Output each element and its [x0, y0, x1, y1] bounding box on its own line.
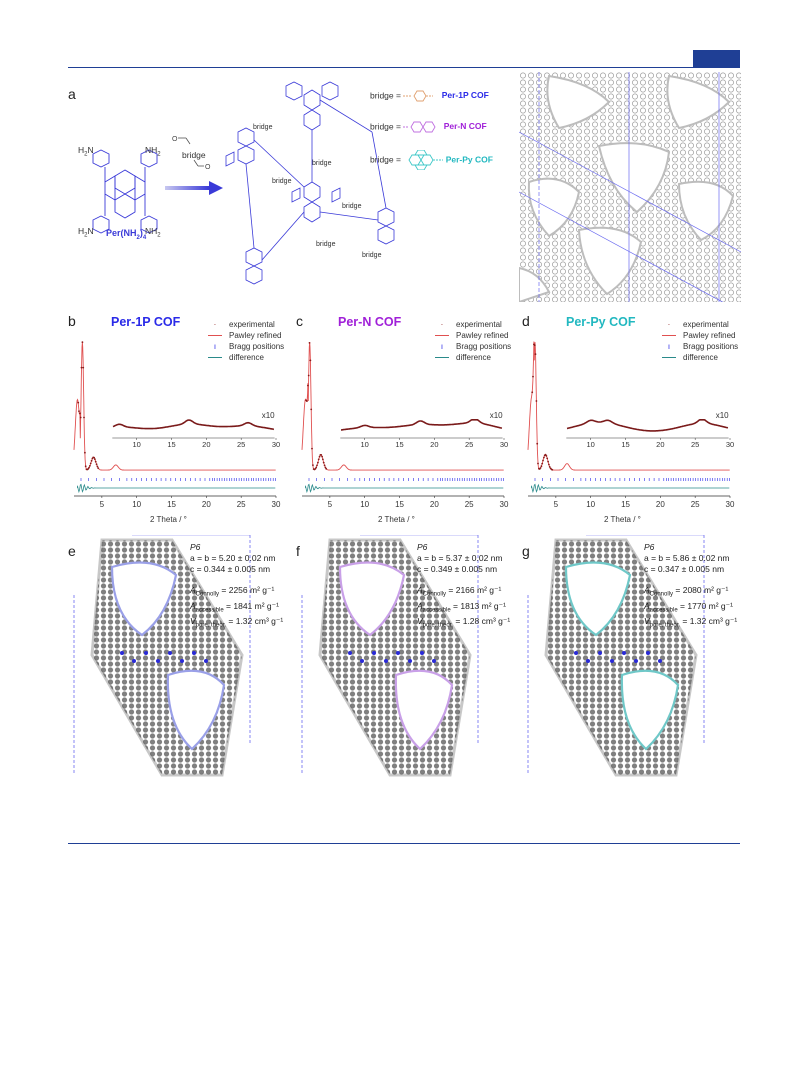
- amine-label-bottom-left: $H_2N$: [78, 226, 94, 239]
- space-group: P6: [417, 542, 428, 552]
- x-tick-label: 5: [553, 500, 559, 509]
- x-tick-label: 25: [236, 500, 246, 509]
- inset-tick-label: 30: [271, 440, 281, 449]
- svg-text:O: O: [205, 164, 211, 171]
- pawley-refined-line: [74, 342, 276, 470]
- nitrogen-atom: [384, 659, 388, 663]
- experimental-point: [317, 462, 319, 464]
- inset-tick-label: 15: [167, 440, 176, 449]
- pxrd-plot-d: [522, 340, 739, 514]
- experimental-point: [320, 454, 322, 456]
- area-accessible: $A_{accessible} = 1841$ m² g⁻¹: [190, 600, 279, 614]
- nitrogen-atom: [348, 651, 352, 655]
- nitrogen-atom: [132, 659, 136, 663]
- x-tick-label: 30: [271, 500, 281, 509]
- inset-tick-label: 20: [202, 440, 211, 449]
- nitrogen-atom: [622, 651, 626, 655]
- lattice-a: a = b = 5.20 ± 0.02 nm: [190, 553, 276, 563]
- panel-letter-e: e: [68, 543, 76, 559]
- nitrogen-atom: [180, 659, 184, 663]
- area-accessible: $A_{accessible} = 1813$ m² g⁻¹: [417, 600, 506, 614]
- header-rule: [68, 67, 740, 68]
- experimental-point: [78, 410, 80, 412]
- inset-pattern-line: [113, 420, 274, 429]
- inset-tick-label: 10: [132, 440, 141, 449]
- x-tick-label: 20: [429, 500, 439, 509]
- x-axis-label-d: 2 Theta / °: [604, 515, 641, 524]
- panel-letter-b: b: [68, 313, 76, 329]
- pore-volume: $V_{pore, theor.} = 1.28$ cm³ g⁻¹: [417, 616, 511, 630]
- bridge-prefix: bridge =: [370, 154, 401, 165]
- nitrogen-atom: [610, 659, 614, 663]
- x-tick-label: 25: [690, 500, 700, 509]
- bridge-label-5: bridge: [316, 241, 336, 248]
- inset-multiplier: x10: [715, 411, 729, 420]
- amine-label-top-right: $NH_2$: [145, 145, 161, 158]
- nitrogen-atom: [586, 659, 590, 663]
- inset-multiplier: x10: [261, 411, 275, 420]
- experimental-point: [82, 367, 84, 369]
- experimental-point: [88, 467, 90, 469]
- lattice-a: a = b = 5.37 ± 0.02 nm: [417, 553, 503, 563]
- space-group: P6: [190, 542, 201, 552]
- cof-fragment-scheme: [222, 72, 400, 302]
- experimental-point: [309, 342, 311, 344]
- inset-pattern-line: [341, 420, 502, 430]
- nitrogen-atom: [372, 651, 376, 655]
- lattice-c: c = 0.344 ± 0.005 nm: [190, 564, 271, 574]
- experimental-point: [306, 400, 308, 402]
- reagent-label: bridge: [182, 150, 206, 160]
- experimental-point: [83, 417, 85, 419]
- inset-tick-label: 20: [656, 440, 665, 449]
- bridge-def-1: [370, 90, 516, 102]
- pxrd-plot-b: [68, 340, 285, 514]
- legend-item: Bragg positions: [456, 342, 512, 351]
- x-tick-label: 10: [360, 500, 370, 509]
- pore-volume: $V_{pore, theor.} = 1.32$ cm³ g⁻¹: [190, 616, 284, 630]
- experimental-point: [319, 456, 321, 458]
- experimental-point: [546, 458, 548, 460]
- x-tick-label: 10: [132, 500, 142, 509]
- x-tick-label: 15: [621, 500, 630, 509]
- nitrogen-atom: [420, 651, 424, 655]
- inset-tick-label: 15: [621, 440, 630, 449]
- nitrogen-atom: [156, 659, 160, 663]
- space-group: P6: [644, 542, 655, 552]
- area-accessible: $A_{accessible} = 1770$ m² g⁻¹: [644, 600, 733, 614]
- bridge-prefix: bridge =: [370, 90, 401, 101]
- experimental-point: [90, 463, 92, 465]
- naphthalene-bridge-icon: [403, 120, 437, 134]
- bridge-label-2: bridge: [312, 160, 332, 167]
- reaction-arrow: [165, 180, 225, 196]
- lattice-a: a = b = 5.86 ± 0.02 nm: [644, 553, 730, 563]
- experimental-point: [85, 465, 87, 467]
- experimental-point: [89, 465, 91, 467]
- experimental-point: [325, 468, 327, 470]
- x-tick-label: 20: [201, 500, 211, 509]
- panel-letter-a: a: [68, 86, 76, 102]
- bridge-name-3: Per-Py COF: [445, 154, 493, 165]
- inset-tick-label: 10: [360, 440, 369, 449]
- nitrogen-atom: [574, 651, 578, 655]
- nitrogen-atom: [192, 651, 196, 655]
- panel-letter-d: d: [522, 313, 530, 329]
- experimental-point: [322, 459, 324, 461]
- cof-lattice-render: [519, 72, 741, 302]
- area-connolly: $A_{Connolly} = 2256$ m² g⁻¹: [190, 585, 275, 598]
- legend-item: Pawley refined: [456, 331, 509, 340]
- experimental-point: [542, 460, 544, 462]
- x-axis-label-b: 2 Theta / °: [150, 515, 187, 524]
- experimental-point: [95, 461, 97, 463]
- experimental-point: [531, 391, 533, 393]
- pore-volume: $V_{pore, theor.} = 1.32$ cm³ g⁻¹: [644, 616, 738, 630]
- bridge-label-3: bridge: [272, 178, 292, 185]
- footer-rule: [68, 843, 740, 844]
- legend-item: difference: [229, 353, 264, 362]
- legend-item: Pawley refined: [683, 331, 736, 340]
- experimental-point: [96, 463, 98, 465]
- nitrogen-atom: [634, 659, 638, 663]
- monomer-name: $Per(NH_2)_4$: [106, 228, 147, 241]
- experimental-point: [540, 467, 542, 469]
- experimental-point: [82, 341, 84, 343]
- x-tick-label: 5: [99, 500, 105, 509]
- nitrogen-atom: [204, 659, 208, 663]
- experimental-point: [541, 465, 543, 467]
- experimental-point: [324, 465, 326, 467]
- experimental-point: [316, 465, 318, 467]
- pyrene-bridge-icon: [403, 150, 443, 170]
- legend-item: Bragg positions: [229, 342, 285, 351]
- experimental-point: [537, 463, 539, 465]
- nitrogen-atom: [396, 651, 400, 655]
- x-axis-label-c: 2 Theta / °: [378, 515, 415, 524]
- experimental-point: [311, 448, 313, 450]
- bridge-label-6: bridge: [362, 252, 382, 259]
- experimental-point: [318, 459, 320, 461]
- experimental-point: [549, 466, 551, 468]
- difference-line: [531, 484, 729, 491]
- experimental-point: [312, 464, 314, 466]
- experimental-point: [307, 385, 309, 387]
- experimental-point: [97, 467, 99, 469]
- experimental-point: [546, 455, 548, 457]
- experimental-point: [532, 376, 534, 378]
- experimental-point: [534, 344, 536, 346]
- experimental-point: [94, 458, 96, 460]
- bridge-def-2: [370, 120, 516, 134]
- journal-header-tab: [693, 50, 740, 67]
- legend-item: experimental: [229, 320, 275, 329]
- nitrogen-atom: [432, 659, 436, 663]
- bridge-name-2: Per-N COF: [443, 121, 487, 132]
- experimental-point: [547, 461, 549, 463]
- x-tick-label: 15: [395, 500, 404, 509]
- params-e: [190, 542, 283, 632]
- bridge-label-1: bridge: [253, 124, 273, 131]
- x-tick-label: 5: [327, 500, 333, 509]
- experimental-point: [97, 466, 99, 468]
- inset-pattern-line: [567, 420, 728, 431]
- nitrogen-atom: [646, 651, 650, 655]
- experimental-point: [310, 409, 312, 411]
- inset-tick-label: 15: [395, 440, 404, 449]
- pawley-refined-line: [528, 342, 730, 471]
- bridge-prefix: bridge =: [370, 121, 401, 132]
- x-tick-label: 10: [586, 500, 596, 509]
- experimental-point: [84, 452, 86, 454]
- inset-tick-label: 30: [499, 440, 509, 449]
- nitrogen-atom: [168, 651, 172, 655]
- experimental-point: [308, 375, 310, 377]
- nitrogen-atom: [598, 651, 602, 655]
- pawley-refined-line: [302, 342, 504, 470]
- experimental-point: [315, 467, 317, 469]
- bridge-name-1: Per-1P COF: [441, 90, 489, 101]
- phenyl-bridge-icon: [403, 90, 433, 102]
- x-tick-label: 25: [464, 500, 474, 509]
- experimental-point: [548, 464, 550, 466]
- inset-tick-label: 20: [430, 440, 439, 449]
- area-connolly: $A_{Connolly} = 2166$ m² g⁻¹: [417, 585, 502, 598]
- legend-item: difference: [456, 353, 491, 362]
- nitrogen-atom: [408, 659, 412, 663]
- x-tick-label: 20: [655, 500, 665, 509]
- experimental-point: [535, 353, 537, 355]
- difference-line: [305, 484, 503, 491]
- legend-d: · experimental Pawley refined ı Bragg positions difference: [659, 319, 738, 363]
- experimental-point: [93, 457, 95, 459]
- inset-tick-label: 25: [691, 440, 700, 449]
- bridge-label-4: bridge: [342, 203, 362, 210]
- nitrogen-atom: [120, 651, 124, 655]
- experimental-point: [551, 469, 553, 471]
- experimental-point: [81, 367, 83, 369]
- legend-c: · experimental Pawley refined ı Bragg positions difference: [432, 319, 511, 363]
- lattice-c: c = 0.347 ± 0.005 nm: [644, 564, 725, 574]
- legend-item: experimental: [456, 320, 502, 329]
- lattice-c: c = 0.349 ± 0.005 nm: [417, 564, 498, 574]
- legend-b: · experimental Pawley refined ı Bragg positions difference: [205, 319, 284, 363]
- plot-title-d: Per-Py COF: [566, 315, 636, 329]
- bridge-def-3: [370, 150, 516, 170]
- amine-label-bottom-right: $NH_2$: [145, 226, 161, 239]
- experimental-point: [541, 463, 543, 465]
- nitrogen-atom: [144, 651, 148, 655]
- inset-tick-label: 25: [465, 440, 474, 449]
- svg-text:O: O: [172, 136, 178, 143]
- inset-tick-label: 30: [725, 440, 735, 449]
- inset-tick-label: 25: [237, 440, 246, 449]
- legend-item: Bragg positions: [683, 342, 739, 351]
- x-tick-label: 30: [725, 500, 735, 509]
- params-f: [417, 542, 510, 632]
- amine-label-top-left: $H_2N$: [78, 145, 94, 158]
- experimental-point: [536, 400, 538, 402]
- params-g: [644, 542, 737, 632]
- legend-item: difference: [683, 353, 718, 362]
- inset-tick-label: 10: [586, 440, 595, 449]
- experimental-point: [79, 412, 81, 414]
- plot-title-c: Per-N COF: [338, 315, 402, 329]
- experimental-point: [543, 457, 545, 459]
- experimental-point: [77, 402, 79, 404]
- panel-letter-f: f: [296, 543, 300, 559]
- difference-line: [77, 484, 275, 491]
- experimental-point: [536, 443, 538, 445]
- legend-item: Pawley refined: [229, 331, 282, 340]
- inset-multiplier: x10: [489, 411, 503, 420]
- legend-item: experimental: [683, 320, 729, 329]
- experimental-point: [80, 417, 82, 419]
- nitrogen-atom: [360, 659, 364, 663]
- plot-title-b: Per-1P COF: [111, 315, 181, 329]
- x-tick-label: 30: [499, 500, 509, 509]
- experimental-point: [91, 460, 93, 462]
- experimental-point: [321, 456, 323, 458]
- x-tick-label: 15: [167, 500, 176, 509]
- panel-letter-g: g: [522, 543, 530, 559]
- area-connolly: $A_{Connolly} = 2080$ m² g⁻¹: [644, 585, 729, 598]
- pxrd-plot-c: [296, 340, 510, 514]
- experimental-point: [310, 360, 312, 362]
- panel-letter-c: c: [296, 313, 303, 329]
- nitrogen-atom: [658, 659, 662, 663]
- experimental-point: [323, 462, 325, 464]
